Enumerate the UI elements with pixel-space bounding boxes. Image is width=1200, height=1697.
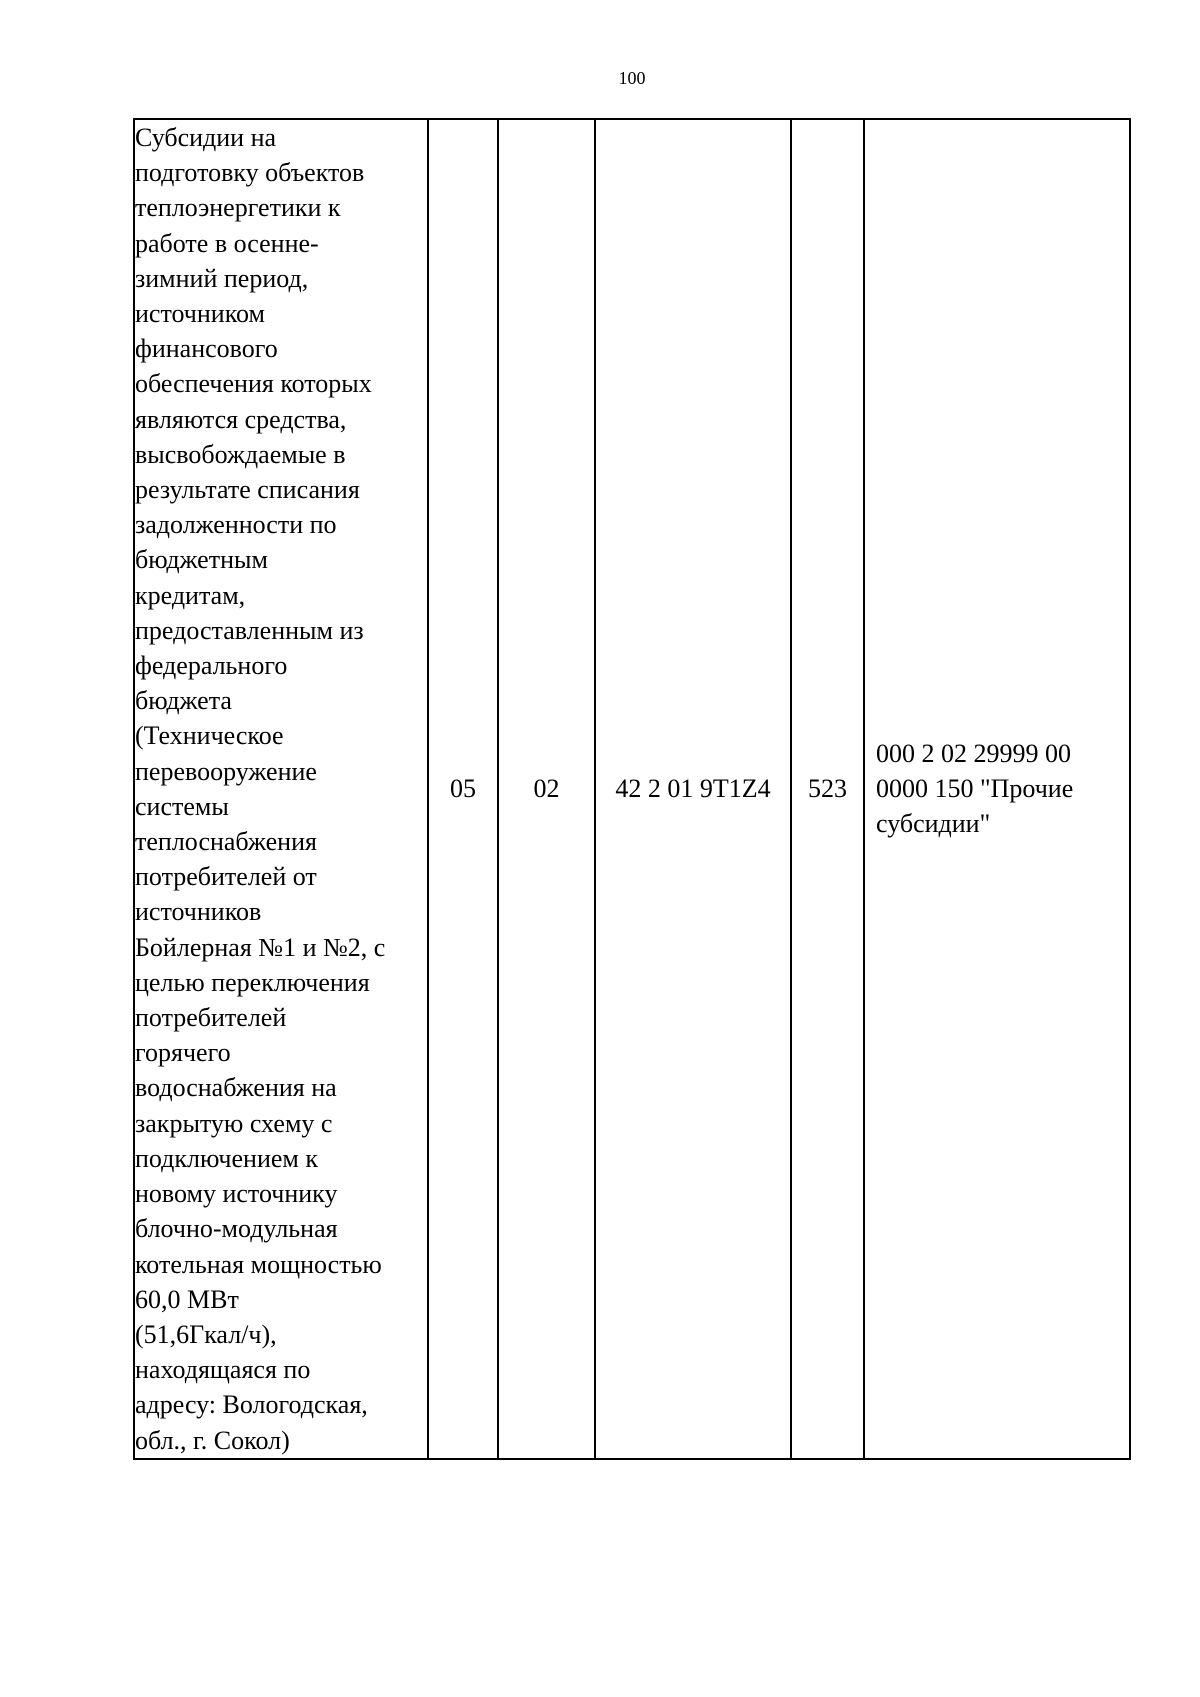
description-line: финансового xyxy=(135,334,278,364)
description-line: источников xyxy=(135,897,262,927)
description-line: новому источнику xyxy=(135,1179,338,1209)
description-line: теплоснабжения xyxy=(135,827,317,857)
description-line: федерального xyxy=(135,651,288,681)
description-line: блочно-модульная xyxy=(135,1214,338,1244)
description-lines xyxy=(135,120,427,1458)
description-line: источником xyxy=(135,299,265,329)
description-line: водоснабжения на xyxy=(135,1073,337,1103)
description-line: подготовку объектов xyxy=(135,158,365,188)
description-line: задолженности по xyxy=(135,510,337,540)
description-line: 60,0 МВт xyxy=(135,1284,239,1314)
description-line: бюджетным xyxy=(135,545,268,575)
description-line: подключением к xyxy=(135,1143,319,1173)
description-line: Бойлерная №1 и №2, с xyxy=(135,932,386,962)
description-line: (Техническое xyxy=(135,721,284,751)
description-line: находящаяся по xyxy=(135,1355,311,1385)
description-line: перевооружение xyxy=(135,756,317,786)
description-line: кредитам, xyxy=(135,580,246,610)
description-line: Субсидии на xyxy=(135,123,277,152)
description-line: закрытую схему с xyxy=(135,1108,333,1138)
expense-type-cell: 523 xyxy=(791,119,864,1459)
description-line: целью переключения xyxy=(135,967,370,997)
description-line: работе в осенне- xyxy=(135,228,319,258)
revenue-code-line: субсидии" xyxy=(876,809,991,839)
description-line: обеспечения которых xyxy=(135,369,372,399)
table-row xyxy=(134,119,1130,1459)
description-line: системы xyxy=(135,791,229,821)
description-line: зимний период, xyxy=(135,263,309,293)
description-line: потребителей от xyxy=(135,862,317,892)
section-cell: 05 xyxy=(428,119,498,1459)
budget-table xyxy=(133,118,1131,1460)
description-line: предоставленным из xyxy=(135,615,364,645)
description-line: адресу: Вологодская, xyxy=(135,1390,368,1420)
description-line: являются средства, xyxy=(135,404,347,434)
description-line: котельная мощностью xyxy=(135,1249,382,1279)
revenue-code-lines xyxy=(876,736,1121,842)
description-line: высвобождаемые в xyxy=(135,439,346,469)
revenue-code-cell xyxy=(864,119,1130,1459)
description-cell xyxy=(134,119,428,1459)
target-article-cell: 42 2 01 9T1Z4 xyxy=(595,119,791,1459)
description-line: теплоэнергетики к xyxy=(135,193,341,223)
description-line: бюджета xyxy=(135,686,232,716)
description-line: результате списания xyxy=(135,475,360,505)
description-line: потребителей xyxy=(135,1003,287,1033)
description-line: горячего xyxy=(135,1038,231,1068)
description-line: обл., г. Сокол) xyxy=(135,1425,290,1455)
revenue-code-line: 0000 150 "Прочие xyxy=(876,774,1074,804)
description-line: (51,6Гкал/ч), xyxy=(135,1319,277,1349)
subsection-cell: 02 xyxy=(498,119,595,1459)
revenue-code-line: 000 2 02 29999 00 xyxy=(876,739,1071,769)
page-number: 100 xyxy=(618,68,646,88)
